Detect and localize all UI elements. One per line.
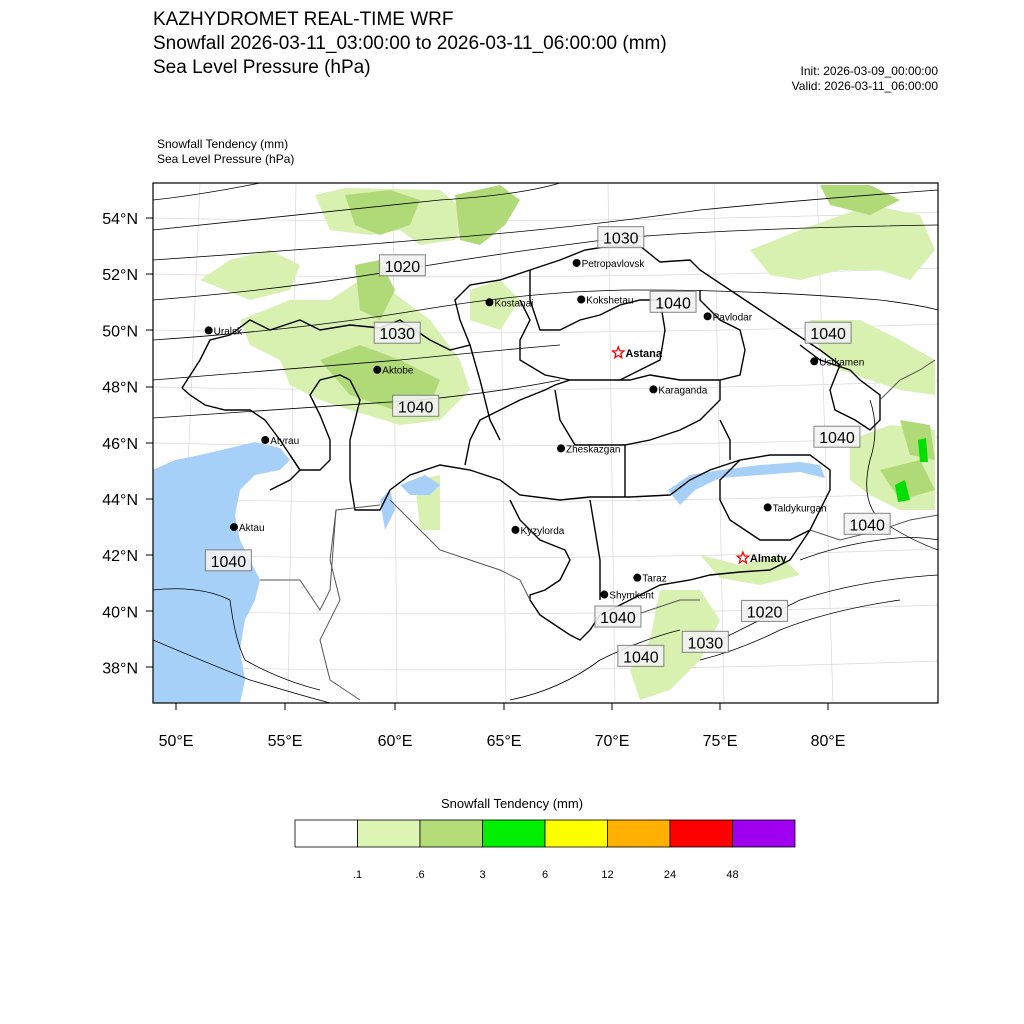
city-label: Pavlodar bbox=[712, 312, 753, 324]
isobar-label: 1030 bbox=[379, 326, 416, 344]
lat-label: 46°N bbox=[102, 435, 138, 453]
main-title: KAZHYDROMET REAL-TIME WRF bbox=[153, 9, 454, 30]
lon-label: 50°E bbox=[158, 733, 194, 750]
colorbar-swatch bbox=[295, 820, 358, 847]
colorbar-label: 48 bbox=[726, 869, 739, 881]
colorbar-label: .1 bbox=[352, 869, 363, 881]
lat-label: 50°N bbox=[102, 323, 138, 341]
lat-label: 44°N bbox=[102, 492, 138, 509]
longitude-labels bbox=[159, 733, 846, 750]
latitude-labels bbox=[102, 211, 138, 678]
city-label: Kokshetau bbox=[586, 295, 634, 307]
colorbar-label: 6 bbox=[541, 869, 549, 881]
city-dot bbox=[577, 295, 585, 303]
colorbar-label: 12 bbox=[601, 869, 614, 881]
lon-label: 80°E bbox=[810, 733, 846, 750]
lat-label: 42°N bbox=[102, 548, 138, 566]
lat-label: 54°N bbox=[102, 211, 138, 228]
city-dot bbox=[600, 591, 608, 599]
city-dot bbox=[764, 503, 772, 511]
lat-label: 52°N bbox=[102, 267, 138, 285]
city-label: Shymkent bbox=[609, 590, 654, 602]
city-label: Uralsk bbox=[213, 326, 243, 338]
city-label: Kostanai bbox=[494, 298, 534, 310]
isobar-label: 1040 bbox=[655, 295, 691, 313]
city-label: Ustkamen bbox=[819, 357, 865, 369]
isobar-label: 1020 bbox=[384, 258, 421, 276]
city-label: Aktau bbox=[238, 523, 265, 535]
subtitle-pressure: Sea Level Pressure (hPa) bbox=[157, 152, 295, 166]
city-dot bbox=[373, 366, 381, 374]
city-dot bbox=[810, 357, 818, 365]
colorbar-swatch bbox=[733, 820, 796, 847]
capital-label: Astana bbox=[625, 347, 663, 360]
colorbar-label: 24 bbox=[663, 869, 677, 881]
lon-label: 65°E bbox=[486, 733, 522, 750]
colorbar-label: 3 bbox=[479, 869, 486, 881]
city-dot bbox=[485, 298, 493, 306]
isobar-label: 1040 bbox=[397, 399, 434, 417]
isobar-label: 1040 bbox=[810, 326, 846, 344]
colorbar bbox=[295, 820, 795, 881]
city-dot bbox=[511, 526, 519, 534]
city-dot bbox=[205, 326, 213, 334]
city-dot bbox=[649, 385, 657, 393]
lat-label: 38°N bbox=[102, 660, 138, 678]
city-dot bbox=[261, 436, 269, 444]
colorbar-swatch bbox=[483, 820, 546, 847]
colorbar-swatch bbox=[420, 820, 483, 847]
isobar-label: 1040 bbox=[623, 649, 659, 667]
valid-time: Valid: 2026-03-11_06:00:00 bbox=[791, 79, 938, 93]
city-dot bbox=[704, 312, 712, 320]
isobar-label: 1040 bbox=[210, 553, 247, 571]
city-label: Taldykurgan bbox=[772, 503, 827, 515]
lon-label: 60°E bbox=[377, 733, 413, 750]
colorbar-swatch bbox=[670, 820, 733, 847]
city-dot bbox=[557, 444, 565, 452]
colorbar-title: Snowfall Tendency (mm) bbox=[440, 796, 584, 811]
capital-star-icon bbox=[613, 347, 624, 358]
colorbar-label: .6 bbox=[415, 869, 425, 881]
colorbar-swatch bbox=[608, 820, 671, 847]
field-title: Snowfall 2026-03-11_03:00:00 to 2026-03-11_06:00:00 (mm) bbox=[153, 33, 667, 54]
city-dot bbox=[573, 259, 581, 267]
city-dot bbox=[633, 574, 641, 582]
city-label: Taraz bbox=[642, 573, 667, 585]
lon-label: 70°E bbox=[594, 733, 630, 750]
isobar-labels bbox=[205, 227, 890, 667]
isobar-label: 1040 bbox=[600, 610, 636, 628]
city-label: Aktobe bbox=[382, 365, 414, 377]
init-time: Init: 2026-03-09_00:00:00 bbox=[800, 64, 938, 78]
colorbar-swatch bbox=[545, 820, 608, 847]
isobar-label: 1020 bbox=[746, 604, 783, 622]
isobar-label: 1030 bbox=[687, 635, 724, 653]
city-label: Kyzylorda bbox=[520, 525, 565, 537]
isobar-label: 1040 bbox=[819, 430, 855, 448]
lat-label: 48°N bbox=[102, 379, 138, 397]
field-title-2: Sea Level Pressure (hPa) bbox=[153, 57, 371, 78]
subtitle-snowfall: Snowfall Tendency (mm) bbox=[157, 137, 289, 151]
isobar-label: 1040 bbox=[849, 517, 885, 535]
capital-star-icon bbox=[737, 552, 748, 563]
isobar-label: 1030 bbox=[602, 230, 639, 248]
colorbar-swatch bbox=[358, 820, 421, 847]
lat-label: 40°N bbox=[102, 604, 138, 622]
lon-label: 55°E bbox=[267, 733, 303, 750]
city-label: Karaganda bbox=[658, 385, 708, 397]
city-label: Zheskazgan bbox=[566, 444, 621, 456]
city-label: Petropavlovsk bbox=[581, 258, 645, 270]
lon-label: 75°E bbox=[702, 733, 738, 750]
city-label: Atyrau bbox=[270, 435, 300, 447]
capital-label: Almaty bbox=[749, 553, 787, 566]
city-dot bbox=[230, 523, 238, 531]
